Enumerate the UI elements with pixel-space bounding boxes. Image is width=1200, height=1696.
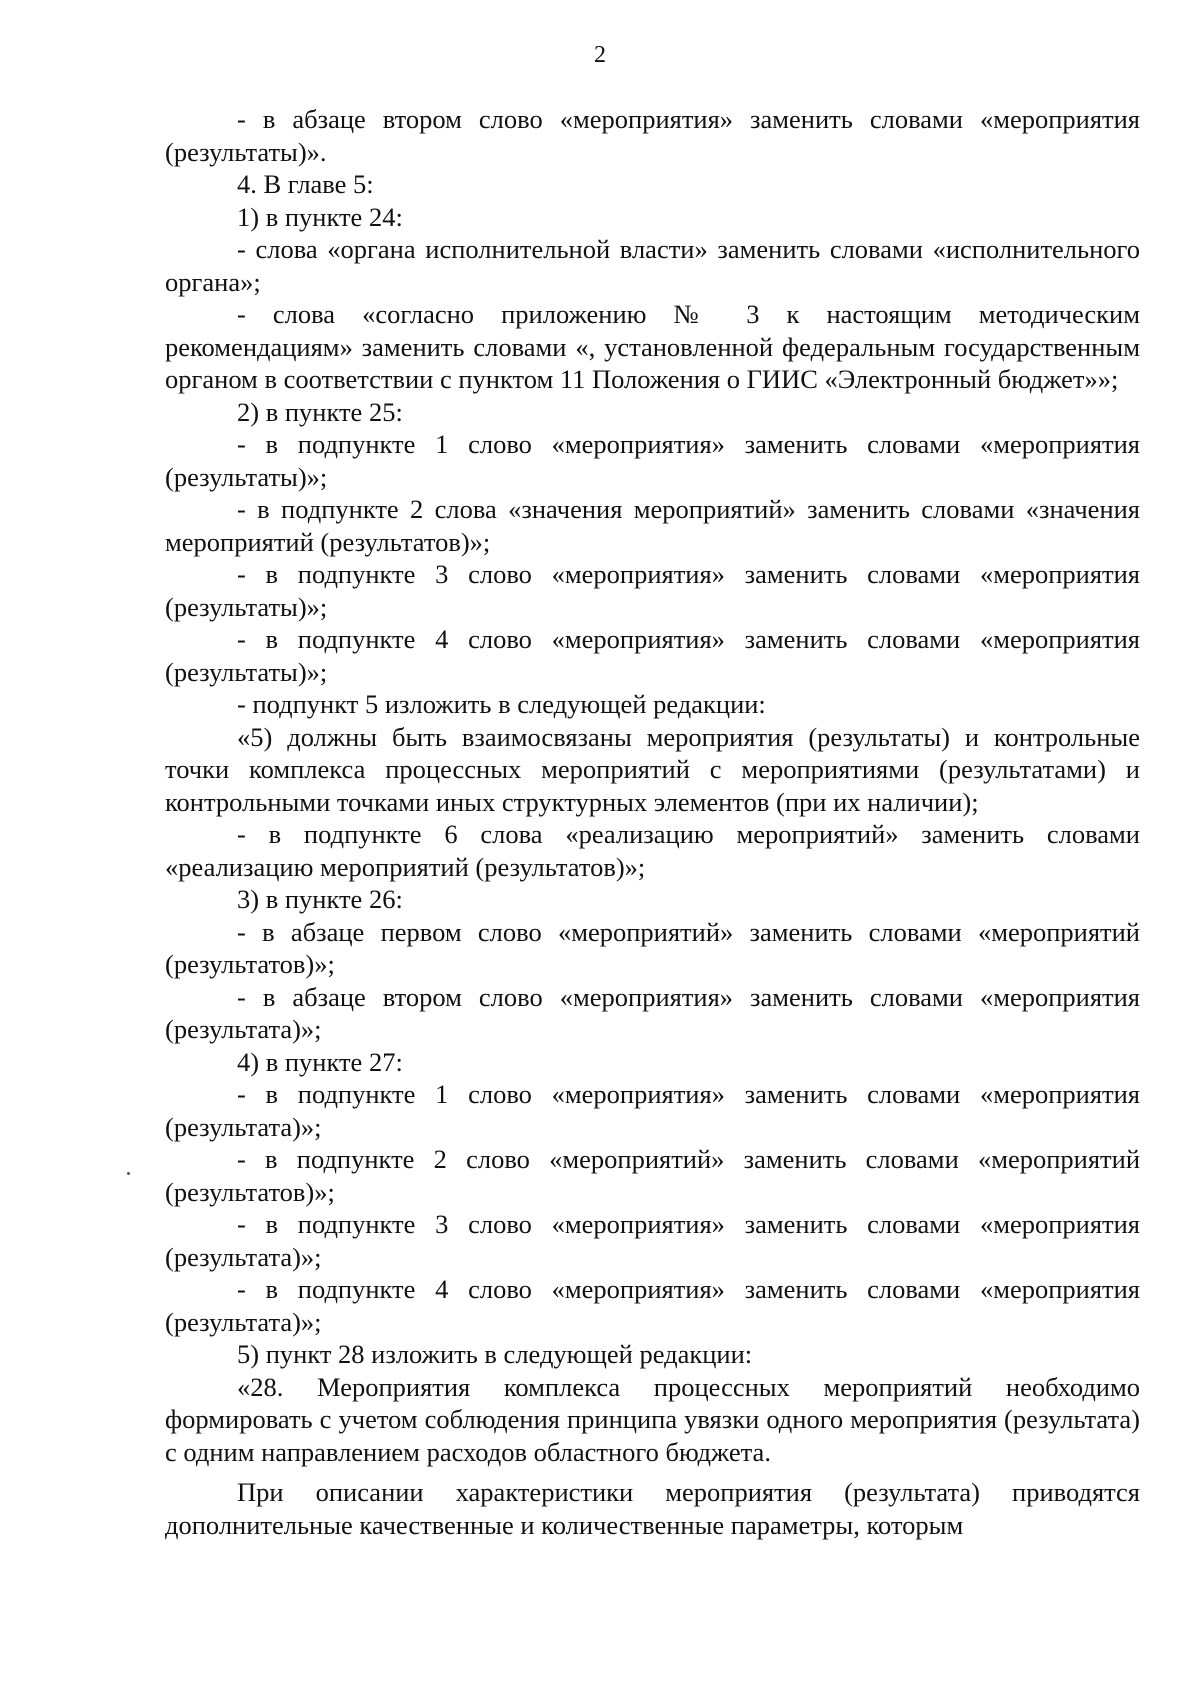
paragraph-6: 2) в пункте 25: xyxy=(237,396,403,427)
paragraph-8: - в подпункте 2 слова «значения мероприятий» заменить словами «значения мероприятий (результатов)»; xyxy=(165,494,1140,557)
scan-speck xyxy=(127,1172,130,1175)
paragraph-12: «5) должны быть взаимосвязаны мероприятия (результаты) и контрольные точки комплекса процессных мероприятий с мероприятиями (результатами) и контрольными точками иных структурных элементов (при их наличии); xyxy=(165,721,1140,817)
paragraph-4: - слова «органа исполнительной власти» заменить словами «исполнительного органа»; xyxy=(165,234,1140,297)
paragraph-17: 4) в пункте 27: xyxy=(237,1046,403,1077)
paragraph-22: 5) пункт 28 изложить в следующей редакции: xyxy=(237,1339,753,1369)
paragraph-24: При описании характеристики мероприятия (результата) приводятся дополнительные качественные и количественные параметры, которым xyxy=(165,1477,1140,1540)
paragraph-2: 4. В главе 5: xyxy=(237,169,374,199)
paragraph-14: 3) в пункте 26: xyxy=(237,884,403,914)
paragraph-13: - в подпункте 6 слова «реализацию мероприятий» заменить словами «реализацию мероприятий (результатов)»; xyxy=(165,819,1140,882)
paragraph-15: - в абзаце первом слово «мероприятий» заменить словами «мероприятий (результатов)»; xyxy=(165,916,1140,979)
paragraph-18: - в подпункте 1 слово «мероприятия» заменить словами «мероприятия (результата)»; xyxy=(165,1079,1140,1142)
paragraph-23: «28. Мероприятия комплекса процессных мероприятий необходимо формировать с учетом соблюдения принципа увязки одного мероприятия (результата) с одним направлением расходов областного бюджета. xyxy=(165,1371,1140,1467)
page-number: 2 xyxy=(594,42,606,68)
paragraph-3: 1) в пункте 24: xyxy=(237,201,403,232)
paragraph-1: - в абзаце втором слово «мероприятия» заменить словами «мероприятия (результаты)». xyxy=(165,104,1140,167)
paragraph-9: - в подпункте 3 слово «мероприятия» заменить словами «мероприятия (результаты)»; xyxy=(165,559,1140,622)
paragraph-16: - в абзаце втором слово «мероприятия» заменить словами «мероприятия (результата)»; xyxy=(165,981,1140,1044)
paragraph-10: - в подпункте 4 слово «мероприятия» заменить словами «мероприятия (результаты)»; xyxy=(165,624,1140,687)
paragraph-5: - слова «согласно приложению № 3 к настоящим методическим рекомендациям» заменить словами «, установленной федеральным государственным органом в соответствии с пунктом 11 Положения о ГИИС «Электронный бюджет»»; xyxy=(165,299,1140,394)
paragraph-11: - подпункт 5 изложить в следующей редакции: xyxy=(237,689,766,719)
paragraph-19: - в подпункте 2 слово «мероприятий» заменить словами «мероприятий (результатов)»; xyxy=(165,1144,1140,1207)
paragraph-7: - в подпункте 1 слово «мероприятия» заменить словами «мероприятия (результаты)»; xyxy=(165,429,1140,492)
paragraph-21: - в подпункте 4 слово «мероприятия» заменить словами «мероприятия (результата)»; xyxy=(165,1274,1140,1337)
document-body xyxy=(165,103,1140,1541)
paragraph-20: - в подпункте 3 слово «мероприятия» заменить словами «мероприятия (результата)»; xyxy=(165,1209,1140,1272)
